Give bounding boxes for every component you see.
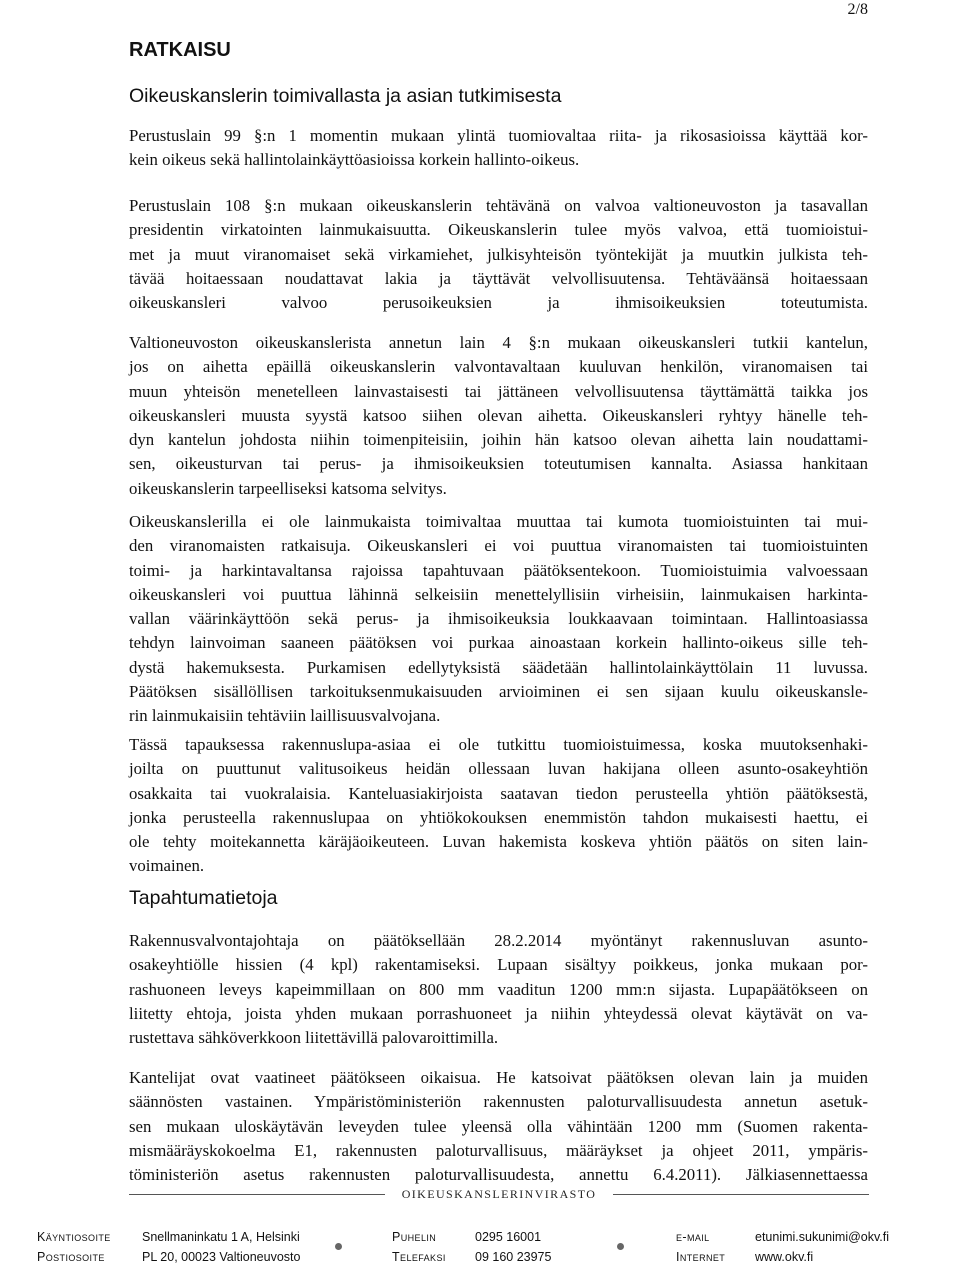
paragraph-line: mismääräyskokoelma E1, rakennusten paloturvallisuus, määräykset ja ohjeet 2011, ympäris- <box>129 1140 868 1160</box>
footer-row-2 <box>37 1247 917 1267</box>
paragraph-line: dyn kantelun johdosta niihin toimenpiteisiin, joihin hän katsoo olevan aihetta lain noudattami- <box>129 430 868 450</box>
paragraph-2 <box>129 194 868 315</box>
paragraph-line: säännösten vastainen. Ympäristöministeriön rakennusten paloturvallisuudesta annetun asetuk- <box>129 1092 868 1112</box>
postal-address-value: PL 20, 00023 Valtioneuvosto <box>142 1250 301 1264</box>
paragraph-line: osakkaita tai vuokralaisia. Kanteluasiakirjoista saatavan tiedon perusteella yhtiön päätöksestä, <box>129 783 868 803</box>
paragraph-line: osakeyhtiölle hissien (4 kpl) rakentamiseksi. Lupaan sisältyy poikkeus, jonka mukaan por- <box>129 955 868 975</box>
paragraph-line: rin lainmukaisiin tehtäviin laillisuusvalvojana. <box>129 706 441 726</box>
paragraph-6 <box>129 929 868 1050</box>
section-title-toimivalta: Oikeuskanslerin toimivallasta ja asian tutkimisesta <box>129 85 562 107</box>
page-number: 2/8 <box>847 1 868 18</box>
paragraph-line: Rakennusvalvontajohtaja on päätöksellään 28.2.2014 myöntänyt rakennusluvan asunto- <box>129 931 868 950</box>
paragraph-line: voimainen. <box>129 856 205 876</box>
paragraph-line: vallan väärinkäyttöön sekä perus- ja ihmisoikeuksia loukkaavaan toimintaan. Hallintoasiassa <box>129 609 868 629</box>
paragraph-5 <box>129 733 868 879</box>
paragraph-line: töministeriön asetus rakennusten paloturvallisuudesta, annettu 6.4.2011). Jälkiasennettaessa <box>129 1165 868 1185</box>
paragraph-line: liitetty ehtoja, joista yhden mukaan porrashuoneet ja niihin yhteydessä olevat käytävät on va- <box>129 1003 868 1023</box>
paragraph-line: kein oikeus sekä hallintolainkäyttöasioissa korkein hallinto-oikeus. <box>129 150 580 170</box>
phone-label: Puhelin <box>392 1230 437 1244</box>
paragraph-1 <box>129 124 868 173</box>
paragraph-line: oikeuskansleri valvoo perusoikeuksien ja ihmisoikeuksien toteutumista. <box>129 293 868 313</box>
paragraph-line: oikeuskansleri muusta syystä katsoo siihen olevan aihetta. Oikeuskansleri ryhtyy hänelle teh- <box>129 405 868 425</box>
paragraph-line: sen mukaan uloskäytävän leveyden tulee yleensä olla vähintään 1200 mm (Suomen rakenta- <box>129 1116 868 1136</box>
paragraph-line: tävää hoitaessaan noudattavat lakia ja täyttävät velvollisuutensa. Tehtäväänsä hoitaessaan <box>129 268 868 288</box>
paragraph-line: jonka perusteella rakennuslupaa on yhtiökokouksen enemmistön tahdon mukaisesti haettu, ei <box>129 807 868 827</box>
paragraph-line: Päätöksen sisällöllisen tarkoituksenmukaisuuden arvioiminen ei sen sijaan kuulu oikeuskansle- <box>129 682 868 702</box>
paragraph-4 <box>129 510 868 729</box>
web-link[interactable]: www.okv.fi <box>755 1250 814 1264</box>
paragraph-line: oikeuskansleri voi puuttua lähinnä selkeisiin menettelyllisiin virheisiin, lainmukaisen harkinta- <box>129 584 868 604</box>
paragraph-line: rustettava sähköverkkoon liitettävillä palovaroittimilla. <box>129 1028 499 1048</box>
fax-label: Telefaksi <box>392 1250 446 1264</box>
phone-value: 0295 16001 <box>475 1230 542 1244</box>
paragraph-line: joilta on puuttunut valitusoikeus heidän ollessaan luvan hakijana olleen asunto-osakeyhtiön <box>129 759 868 779</box>
paragraph-line: Valtioneuvoston oikeuskanslerista annetun lain 4 §:n mukaan oikeuskansleri tutkii kantelun, <box>129 333 868 352</box>
paragraph-line: oikeuskanslerin tarpeelliseksi katsoma selvitys. <box>129 478 447 498</box>
footer-row-1 <box>37 1227 917 1247</box>
paragraph-7 <box>129 1066 868 1187</box>
heading-ratkaisu: RATKAISU <box>129 39 231 61</box>
paragraph-line: Perustuslain 99 §:n 1 momentin mukaan ylintä tuomiovaltaa riita- ja rikosasioissa käyttää kor- <box>129 126 868 145</box>
paragraph-line: met ja muut viranomaiset sekä virkamiehet, julkisyhteisön työntekijät ja muutkin julkista teh- <box>129 244 868 264</box>
paragraph-line: jos on aihetta epäillä oikeuskanslerin valvontavaltaan kuuluvan henkilön, viranomaisen tai <box>129 357 868 377</box>
paragraph-line: den viranomaisten ratkaisuja. Oikeuskansleri ei voi puuttua viranomaisten tai tuomioistuinten <box>129 536 868 556</box>
visit-address-value: Snellmaninkatu 1 A, Helsinki <box>142 1230 300 1244</box>
paragraph-line: toimi- ja harkintavaltansa rajoissa tapahtuvaan päätöksentekoon. Tuomioistuimia valvoessaan <box>129 560 868 580</box>
paragraph-line: Kantelijat ovat vaatineet päätökseen oikaisua. He katsoivat päätöksen olevan lain ja muiden <box>129 1068 868 1087</box>
visit-address-label: Käyntiosoite <box>37 1230 111 1244</box>
paragraph-line: dystä hakemuksesta. Purkamisen edellytyksistä säädetään hallintolainkäyttölain 11 luvussa. <box>129 657 868 677</box>
footer-org-name: OIKEUSKANSLERINVIRASTO <box>401 1187 597 1201</box>
footer-rule <box>129 1184 869 1204</box>
email-label: e-mail <box>676 1230 710 1244</box>
paragraph-3 <box>129 331 868 501</box>
paragraph-line: Perustuslain 108 §:n mukaan oikeuskanslerin tehtävänä on valvoa valtioneuvoston ja tasavallan <box>129 196 868 215</box>
section-title-tapahtumatietoja: Tapahtumatietoja <box>129 887 278 909</box>
paragraph-line: muun yhteisön menetelleen lainvastaisesti tai jättäneen velvollisuutensa täyttämättä taikka jos <box>129 381 868 401</box>
fax-value: 09 160 23975 <box>475 1250 552 1264</box>
paragraph-line: Tässä tapauksessa rakennuslupa-asiaa ei ole tutkittu tuomioistuimessa, koska muutoksenhaki- <box>129 735 868 754</box>
paragraph-line: tehdyn lainvoiman saaneen päätöksen voi purkaa ainoastaan korkein hallinto-oikeus sille teh- <box>129 633 868 653</box>
web-label: Internet <box>676 1250 726 1264</box>
paragraph-line: rashuoneen leveys kapeimmillaan on 800 mm vaaditun 1200 mm:n sijasta. Lupapäätökseen on <box>129 979 868 999</box>
paragraph-line: sen, oikeusturvan tai perus- ja ihmisoikeuksien toteutumisen kannalta. Asiassa hankitaan <box>129 454 868 474</box>
paragraph-line: ole tehty moitekannetta käräjäoikeuteen. Luvan hakemista koskeva yhtiön päätös on siten lain- <box>129 832 868 852</box>
paragraph-line: presidentin virkatointen lainmukaisuutta. Oikeuskanslerin tulee myös valvoa, että tuomioistui- <box>129 220 868 240</box>
paragraph-line: Oikeuskanslerilla ei ole lainmukaista toimivaltaa muuttaa tai kumota tuomioistuinten tai mui- <box>129 512 868 531</box>
email-link[interactable]: etunimi.sukunimi@okv.fi <box>755 1230 890 1244</box>
footer-rule-left <box>129 1194 385 1195</box>
postal-address-label: Postiosoite <box>37 1250 105 1264</box>
footer-rule-right <box>613 1194 869 1195</box>
